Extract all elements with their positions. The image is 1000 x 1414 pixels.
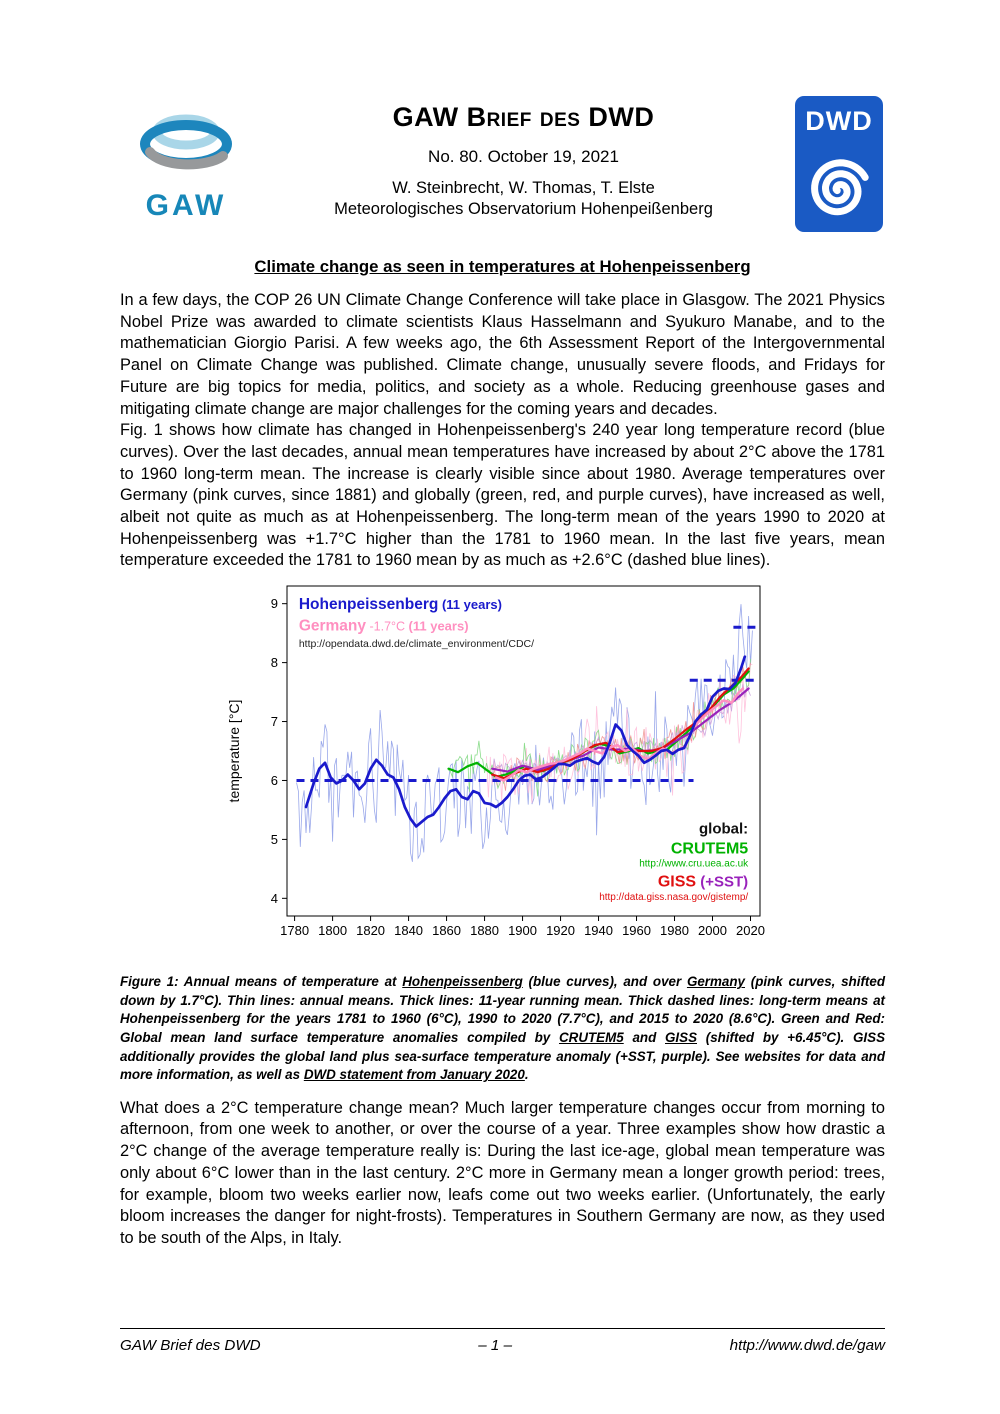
svg-text:4: 4 <box>270 890 278 906</box>
svg-text:1900: 1900 <box>507 923 537 939</box>
dwd-logo-icon <box>795 96 883 232</box>
svg-text:GISS (+SST): GISS (+SST) <box>657 873 748 891</box>
document-header <box>120 96 885 237</box>
paragraph-3: What does a 2°C temperature change mean? Much larger temperature changes occur from morning to afternoon, from one week to another, or over the course of a year. Three examples show how drastic a 2°C change of the average temperature really is: During the last ice-age, global mean temperature was only about 6°C lower than in the last century. 2°C more in Germany mean a longer growth period: trees, for example, bloom two weeks earlier now, leafs come out two weeks earlier. (Unfortunately, the early bloom increases the danger for night-frosts). Temperatures in Southern Germany are now, as they used to be south of the Alps, in Italy. <box>120 1098 885 1247</box>
svg-text:http://opendata.dwd.de/climate: http://opendata.dwd.de/climate_environment/CDC/ <box>298 638 534 651</box>
footer-left: GAW Brief des DWD <box>120 1337 261 1354</box>
caption-link[interactable]: CRUTEM5 <box>558 1029 624 1045</box>
svg-text:1920: 1920 <box>545 923 575 939</box>
caption-text: (shifted by +6.45°C). GISS additionally provides the global land plus sea-surface temperature anomaly (+SST, purple). See websites for data and more information, as well as <box>120 1029 885 1083</box>
caption-text: . <box>524 1067 529 1083</box>
header-title-block <box>252 96 795 219</box>
svg-text:1840: 1840 <box>393 923 423 939</box>
svg-text:2020: 2020 <box>735 923 765 939</box>
dwd-logo-text: DWD <box>805 106 873 136</box>
svg-text:6: 6 <box>270 773 278 789</box>
figure-1 <box>120 578 885 1085</box>
svg-text:2000: 2000 <box>697 923 727 939</box>
svg-text:1960: 1960 <box>621 923 651 939</box>
svg-text:http://data.giss.nasa.gov/gist: http://data.giss.nasa.gov/gistemp/ <box>598 892 748 904</box>
caption-link[interactable]: Hohenpeissenberg <box>402 974 523 990</box>
gaw-logo-text: GAW <box>145 189 227 222</box>
svg-text:CRUTEM5: CRUTEM5 <box>670 840 748 858</box>
svg-text:1880: 1880 <box>469 923 499 939</box>
svg-text:1780: 1780 <box>279 923 309 939</box>
footer-page-number: – 1 – <box>478 1337 513 1354</box>
figure-caption <box>120 973 885 1085</box>
svg-text:http://www.cru.uea.ac.uk: http://www.cru.uea.ac.uk <box>638 858 748 870</box>
svg-text:temperature [°C]: temperature [°C] <box>225 699 242 803</box>
svg-text:1800: 1800 <box>317 923 347 939</box>
svg-text:9: 9 <box>270 596 278 612</box>
gaw-logo <box>120 96 252 223</box>
footer-link[interactable]: http://www.dwd.de/gaw <box>729 1337 885 1354</box>
caption-link[interactable]: Germany <box>686 974 745 990</box>
svg-text:Germany -1.7°C (11 years): Germany -1.7°C (11 years) <box>298 617 469 635</box>
svg-text:1940: 1940 <box>583 923 613 939</box>
article-heading: Climate change as seen in temperatures at Hohenpeissenberg <box>254 257 751 276</box>
paragraph-2: Fig. 1 shows how climate has changed in Hohenpeissenberg's 240 year long temperature record (blue curves). Over the last decades, annual mean temperatures have increased by about 2°C above the 1781 to 1960 long-term mean. The increase is clearly visible since about 1980. Average temperatures over Germany (pink curves, since 1881) and globally (green, red, and purple curves), have increased as well, albeit not quite as much as at Hohenpeissenberg. The long-term mean of the years 1990 to 2020 at Hohenpeissenberg was +1.7°C higher than the 1781 to 1960 mean. In the last five years, mean temperature exceeded the 1781 to 1960 mean by as much as +2.6°C (dashed blue lines). <box>120 421 885 570</box>
svg-text:8: 8 <box>270 655 278 671</box>
svg-text:global:: global: <box>698 820 748 838</box>
caption-link[interactable]: DWD statement from January 2020 <box>303 1067 525 1083</box>
institute-line: Meteorologisches Observatorium Hohenpeißenberg <box>334 200 713 218</box>
gaw-globe-icon <box>128 104 244 184</box>
page-footer <box>120 1328 885 1354</box>
svg-text:5: 5 <box>270 832 278 848</box>
svg-text:Hohenpeissenberg (11 years): Hohenpeissenberg (11 years) <box>298 596 502 614</box>
caption-text: (pink curves, shifted down by 1.7°C). Thin lines: annual means. Thick lines: 11-year running mean. Thick dashed lines: long-term means at Hohenpeissenberg for the years 1781 to 1960 (6°C), 1990 to 2020 (7.7°C), and 2015 to 2020 (8.6°C). Green and Red: Global mean land surface temperature anomalies compiled by <box>120 974 885 1045</box>
dwd-logo <box>795 96 885 237</box>
paragraph-1: In a few days, the COP 26 UN Climate Change Conference will take place in Glasgow. The 2021 Physics Nobel Prize was awarded to climate scientists Klaus Hasselmann and Syukuro Manabe, and to the mathematician Giorgio Parisi. A few weeks ago, the 6th Assessment Report of the Intergovernmental Panel on Climate Change was published. Climate change, unusually severe floods, and Fridays for Future are big topics for media, politics, and society as a whole. Reducing greenhouse gases and mitigating climate change are major challenges for the coming years and decades. <box>120 291 885 418</box>
caption-text: and <box>623 1029 665 1045</box>
caption-text: (blue curves), and over <box>522 974 687 990</box>
svg-text:1860: 1860 <box>431 923 461 939</box>
authors-line: W. Steinbrecht, W. Thomas, T. Elste <box>392 179 655 197</box>
svg-text:7: 7 <box>270 714 278 730</box>
temperature-chart <box>223 578 783 958</box>
svg-text:1980: 1980 <box>659 923 689 939</box>
issue-line: No. 80. October 19, 2021 <box>428 147 619 166</box>
caption-link[interactable]: GISS <box>665 1029 697 1045</box>
document-title: GAW Brief des DWD <box>392 102 655 132</box>
caption-text: Figure 1: Annual means of temperature at <box>120 974 403 990</box>
svg-text:1820: 1820 <box>355 923 385 939</box>
